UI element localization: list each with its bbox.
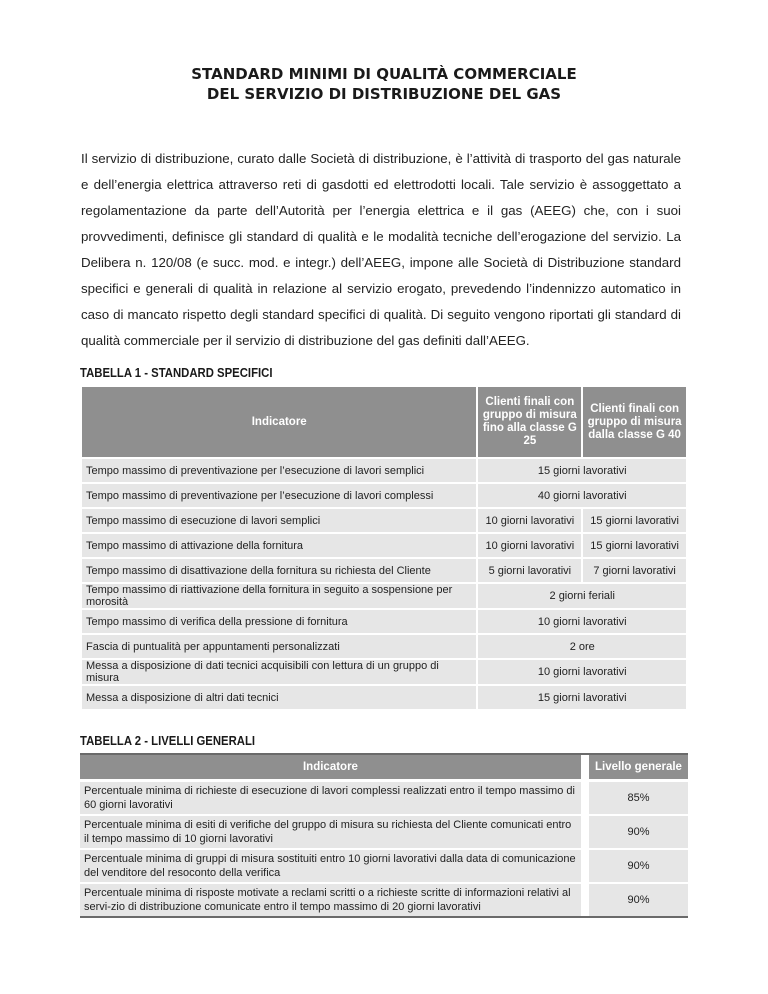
table1-row-value: 10 giorni lavorativi — [477, 659, 687, 685]
table1-row-value-v2: 7 giorni lavorativi — [582, 558, 687, 583]
table1-row-label: Tempo massimo di verifica della pressione di fornitura — [81, 609, 477, 634]
table1-header-col1: Clienti finali con gruppo di misura fino alla classe G 25 — [477, 386, 582, 458]
page-title — [0, 64, 768, 104]
table1-header-indicator: Indicatore — [81, 386, 477, 458]
table2-row-gap — [581, 883, 589, 917]
table2-header-row — [80, 754, 688, 781]
table1-row — [81, 558, 687, 583]
table1-row-label: Tempo massimo di esecuzione di lavori semplici — [81, 508, 477, 533]
table2-header-gap — [581, 754, 589, 781]
table1-row-label: Fascia di puntualità per appuntamenti personalizzati — [81, 634, 477, 659]
table2-row-gap — [581, 815, 589, 849]
table1-row-label: Tempo massimo di preventivazione per l’esecuzione di lavori semplici — [81, 458, 477, 483]
table2-header-level: Livello generale — [589, 754, 688, 781]
table2-row-value: 90% — [589, 815, 688, 849]
table1-row-value: 2 giorni feriali — [477, 583, 687, 609]
table2-header-indicator: Indicatore — [80, 754, 581, 781]
table2-row — [80, 815, 688, 849]
table1-header-col2: Clienti finali con gruppo di misura dalla classe G 40 — [582, 386, 687, 458]
table1-header-row — [81, 386, 687, 458]
table1-row-value: 2 ore — [477, 634, 687, 659]
table1-row-value: 10 giorni lavorativi — [477, 609, 687, 634]
table1-row-label: Tempo massimo di disattivazione della fornitura su richiesta del Cliente — [81, 558, 477, 583]
table1-row-value-v1: 10 giorni lavorativi — [477, 533, 582, 558]
table1-row-label: Tempo massimo di riattivazione della fornitura in seguito a sospensione per morosità — [81, 583, 477, 609]
table-livelli-generali — [80, 753, 688, 918]
table1-row — [81, 533, 687, 558]
table1-row — [81, 483, 687, 508]
table2-row-value: 90% — [589, 849, 688, 883]
page-title-line1: STANDARD MINIMI DI QUALITÀ COMMERCIALE — [191, 65, 577, 83]
table1-row-value-v1: 5 giorni lavorativi — [477, 558, 582, 583]
table1-row — [81, 685, 687, 710]
table2-row — [80, 781, 688, 816]
table1-row-value-v1: 10 giorni lavorativi — [477, 508, 582, 533]
table1-row-label: Messa a disposizione di dati tecnici acquisibili con lettura di un gruppo di misura — [81, 659, 477, 685]
table2-row — [80, 849, 688, 883]
table1-row-value: 15 giorni lavorativi — [477, 458, 687, 483]
table1-row-label: Messa a disposizione di altri dati tecnici — [81, 685, 477, 710]
table2-title: TABELLA 2 - LIVELLI GENERALI — [80, 734, 256, 748]
table1-row-label: Tempo massimo di attivazione della fornitura — [81, 533, 477, 558]
table1-row-value-v2: 15 giorni lavorativi — [582, 533, 687, 558]
table2-row-value: 90% — [589, 883, 688, 917]
table1-row — [81, 659, 687, 685]
table1-row-value: 40 giorni lavorativi — [477, 483, 687, 508]
table1-row-value-v2: 15 giorni lavorativi — [582, 508, 687, 533]
table1-row-label: Tempo massimo di preventivazione per l’esecuzione di lavori complessi — [81, 483, 477, 508]
page-title-line2: DEL SERVIZIO DI DISTRIBUZIONE DEL GAS — [206, 85, 562, 103]
table2-row-label: Percentuale minima di gruppi di misura sostituiti entro 10 giorni lavorativi dalla data di comunicazione del venditore del resoconto della verifica — [80, 849, 581, 883]
table2-row-gap — [581, 781, 589, 816]
table-standard-specifici — [80, 385, 688, 711]
table1-row-value: 15 giorni lavorativi — [477, 685, 687, 710]
intro-paragraph: Il servizio di distribuzione, curato dalle Società di distribuzione, è l’attività di trasporto del gas naturale e dell’energia elettrica attraverso reti di gasdotti ed elettrodotti locali. Tale servizio è assoggettato a regolamentazione da parte dell’Autorità per l’energia elettrica e il gas (AEEG) che, con i suoi provvedimenti, definisce gli standard di qualità e le modalità tecniche dell’erogazione del servizio. La Delibera n. 120/08 (e succ. mod. e integr.) dell’AEEG, impone alle Società di Distribuzione standard specifici e generali di qualità in relazione al servizio erogato, prevedendo l’indennizzo automatico in caso di mancato rispetto degli standard specifici di qualità. Di seguito vengono riportati gli standard di qualità commerciale per il servizio di distribuzione del gas definiti dall’AEEG. — [81, 151, 681, 348]
table1-title: TABELLA 1 - STANDARD SPECIFICI — [80, 366, 273, 380]
table2-row-label: Percentuale minima di richieste di esecuzione di lavori complessi realizzati entro il tempo massimo di 60 giorni lavorativi — [80, 781, 581, 816]
table1-row — [81, 508, 687, 533]
table1-row — [81, 458, 687, 483]
table2-row-gap — [581, 849, 589, 883]
table1-row — [81, 609, 687, 634]
table2-row-value: 85% — [589, 781, 688, 816]
table1-row — [81, 634, 687, 659]
table2-row-label: Percentuale minima di esiti di verifiche del gruppo di misura su richiesta del Cliente comunicati entro il tempo massimo di 10 giorni lavorativi — [80, 815, 581, 849]
table2-row — [80, 883, 688, 917]
table2-row-label: Percentuale minima di risposte motivate a reclami scritti o a richieste scritte di informazioni relativi al servi-zio di distribuzione comunicate entro il tempo massimo di 20 giorni lavorativi — [80, 883, 581, 917]
table1-row — [81, 583, 687, 609]
